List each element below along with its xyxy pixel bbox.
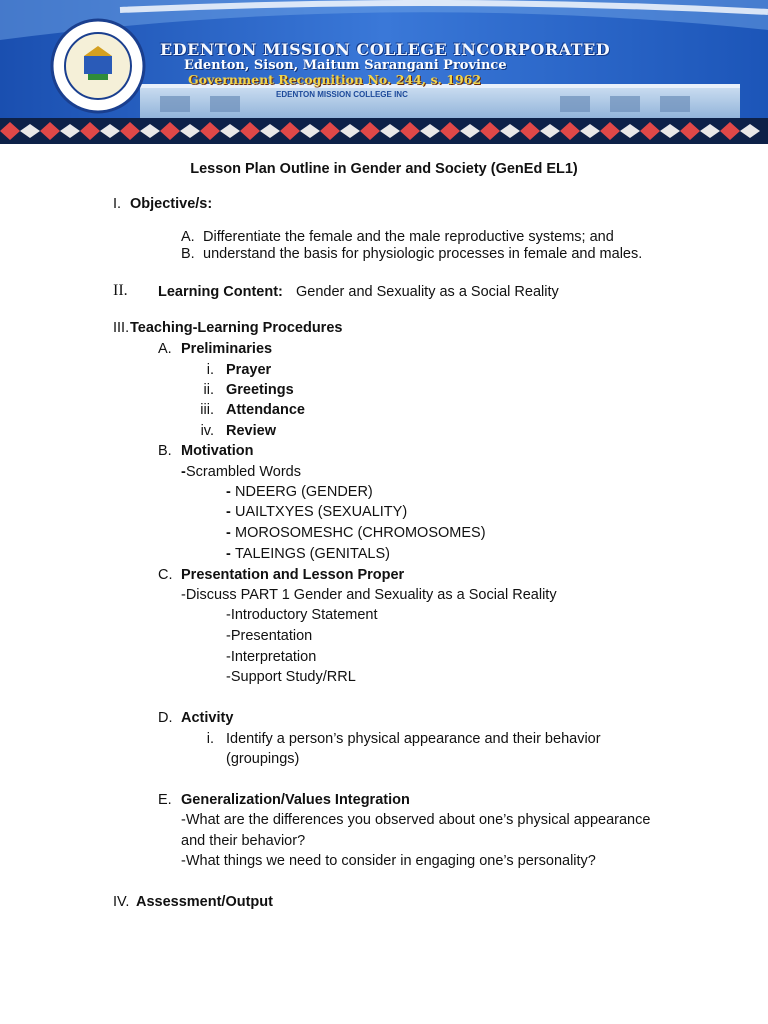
presentation-item: -Interpretation (226, 649, 317, 665)
presentation-discuss: -Discuss PART 1 Gender and Sexuality as a Social Reality (181, 587, 557, 603)
presentation-heading: Presentation and Lesson Proper (181, 567, 405, 583)
procedures-numeral: III. (113, 320, 130, 336)
presentation-item: -Introductory Statement (226, 607, 378, 623)
preliminary-item-greetings: Greetings (226, 382, 294, 398)
procedures-heading: Teaching-Learning Procedures (130, 320, 343, 336)
college-header-banner (0, 0, 768, 144)
objective-b-letter: B. (181, 246, 195, 262)
college-seal-icon (52, 20, 144, 112)
preliminary-item-number: iii. (200, 402, 214, 418)
objective-a-letter: A. (181, 229, 195, 245)
generalization-letter: E. (158, 792, 172, 808)
college-address: Edenton, Sison, Maitum Sarangani Province (184, 58, 507, 73)
motivation-letter: B. (158, 443, 172, 459)
objective-a-text: Differentiate the female and the male reproductive systems; and (203, 229, 614, 245)
generalization-question-1-line1: -What are the differences you observed about one’s physical appearance (181, 812, 651, 828)
scrambled-word-dash: - (226, 525, 231, 541)
activity-item-line1: Identify a person’s physical appearance and their behavior (226, 731, 601, 747)
learning-content-heading: Learning Content: (158, 284, 283, 300)
preliminaries-letter: A. (158, 341, 172, 357)
activity-letter: D. (158, 710, 173, 726)
motivation-dash: - (181, 464, 186, 480)
scrambled-word-dash: - (226, 546, 231, 562)
motivation-heading: Motivation (181, 443, 254, 459)
preliminary-item-number: i. (206, 362, 214, 378)
preliminary-item-review: Review (226, 423, 276, 439)
learning-content-text: Gender and Sexuality as a Social Reality (296, 284, 559, 300)
preliminary-item-attendance: Attendance (226, 402, 305, 418)
college-name: EDENTON MISSION COLLEGE INCORPORATED (160, 40, 611, 59)
activity-item-line2: (groupings) (226, 751, 300, 767)
document-title: Lesson Plan Outline in Gender and Society (GenEd EL1) (190, 161, 578, 177)
preliminary-item-number: iv. (200, 423, 214, 439)
scrambled-word: TALEINGS (GENITALS) (235, 546, 390, 562)
activity-item-number: i. (206, 731, 214, 747)
presentation-item: -Presentation (226, 628, 313, 644)
government-recognition: Government Recognition No. 244, s. 1962 (188, 72, 482, 87)
assessment-numeral: IV. (113, 894, 130, 910)
objectives-numeral: I. (113, 196, 122, 212)
generalization-question-1-line2: and their behavior? (181, 833, 306, 849)
scrambled-word: MOROSOMESHC (CHROMOSOMES) (235, 525, 486, 541)
assessment-heading: Assessment/Output (136, 894, 273, 910)
presentation-item: -Support Study/RRL (226, 669, 356, 685)
generalization-heading: Generalization/Values Integration (181, 792, 410, 808)
scrambled-word: NDEERG (GENDER) (235, 484, 373, 500)
preliminary-item-prayer: Prayer (226, 362, 272, 378)
objective-b-text: understand the basis for physiologic processes in female and males. (203, 246, 643, 262)
scrambled-word-dash: - (226, 484, 231, 500)
learning-content-numeral: II. (113, 282, 128, 299)
preliminary-item-number: ii. (203, 382, 214, 398)
presentation-letter: C. (158, 567, 173, 583)
scrambled-word: UAILTXYES (SEXUALITY) (235, 504, 408, 520)
objectives-heading: Objective/s: (130, 196, 213, 212)
activity-heading: Activity (181, 710, 234, 726)
scrambled-word-dash: - (226, 504, 231, 520)
preliminaries-heading: Preliminaries (181, 341, 273, 357)
generalization-question-2: -What things we need to consider in engaging one’s personality? (181, 853, 596, 869)
building-sign: EDENTON MISSION COLLEGE INC (276, 90, 408, 99)
motivation-subheading: Scrambled Words (186, 464, 301, 480)
